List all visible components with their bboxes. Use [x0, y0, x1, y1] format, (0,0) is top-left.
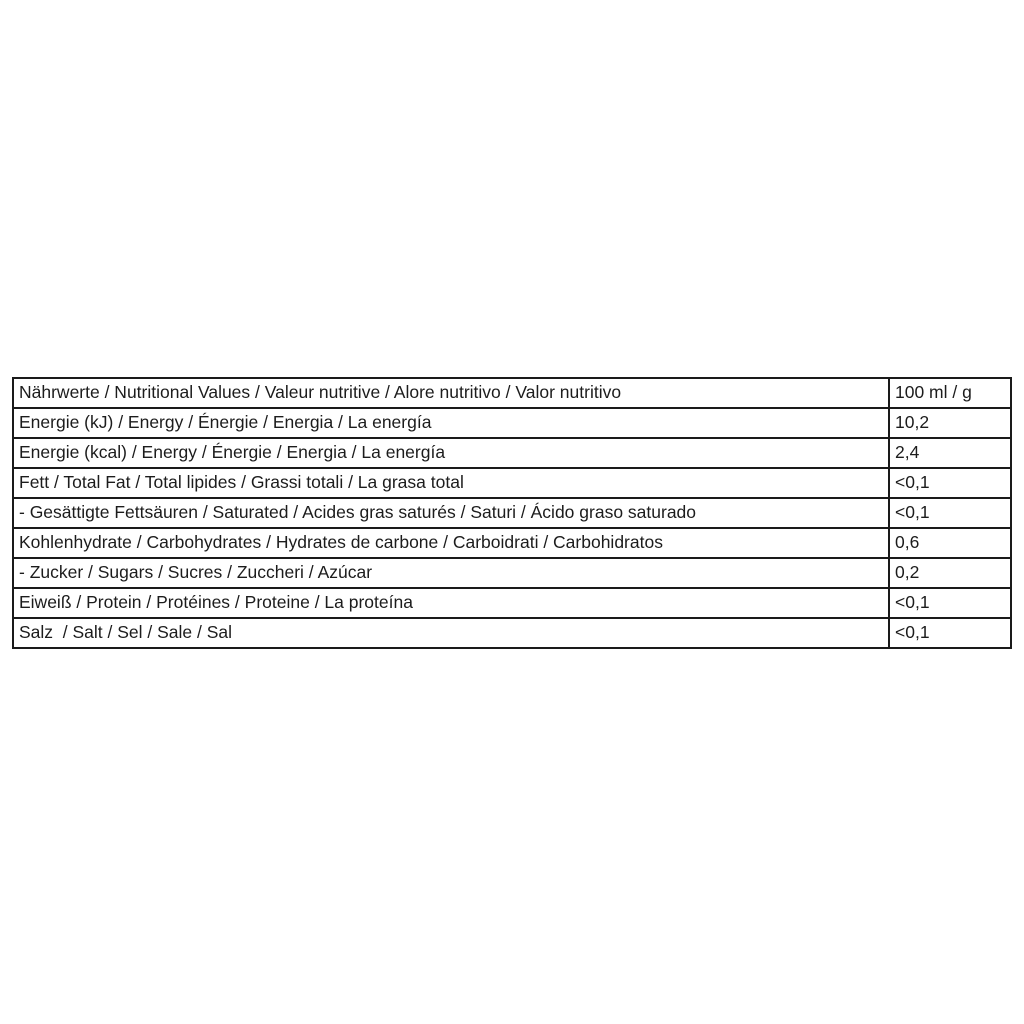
- nutrition-table: [12, 377, 1012, 649]
- table-row: [13, 468, 1011, 498]
- table-row: [13, 408, 1011, 438]
- row-label-cell: Energie (kJ) / Energy / Énergie / Energia / La energía: [13, 408, 889, 438]
- table-row: [13, 588, 1011, 618]
- row-label-cell: Eiweiß / Protein / Protéines / Proteine / La proteína: [13, 588, 889, 618]
- table-row: [13, 618, 1011, 648]
- table-row: [13, 438, 1011, 468]
- row-value-cell: 10,2: [889, 408, 1011, 438]
- table-row: [13, 558, 1011, 588]
- row-value-cell: <0,1: [889, 468, 1011, 498]
- row-value-cell: <0,1: [889, 498, 1011, 528]
- header-value-cell: 100 ml / g: [889, 378, 1011, 408]
- table-row: [13, 498, 1011, 528]
- table-header-row: [13, 378, 1011, 408]
- row-label-cell: Salz / Salt / Sel / Sale / Sal: [13, 618, 889, 648]
- row-label-cell: Fett / Total Fat / Total lipides / Grassi totali / La grasa total: [13, 468, 889, 498]
- row-label-cell: Kohlenhydrate / Carbohydrates / Hydrates de carbone / Carboidrati / Carbohidratos: [13, 528, 889, 558]
- row-label-cell: Energie (kcal) / Energy / Énergie / Energia / La energía: [13, 438, 889, 468]
- row-label-cell: - Gesättigte Fettsäuren / Saturated / Acides gras saturés / Saturi / Ácido graso saturado: [13, 498, 889, 528]
- row-label-cell: - Zucker / Sugars / Sucres / Zuccheri / Azúcar: [13, 558, 889, 588]
- row-value-cell: 0,2: [889, 558, 1011, 588]
- table-row: [13, 528, 1011, 558]
- header-label-cell: Nährwerte / Nutritional Values / Valeur nutritive / Alore nutritivo / Valor nutritivo: [13, 378, 889, 408]
- row-value-cell: <0,1: [889, 588, 1011, 618]
- row-value-cell: 2,4: [889, 438, 1011, 468]
- row-value-cell: <0,1: [889, 618, 1011, 648]
- row-value-cell: 0,6: [889, 528, 1011, 558]
